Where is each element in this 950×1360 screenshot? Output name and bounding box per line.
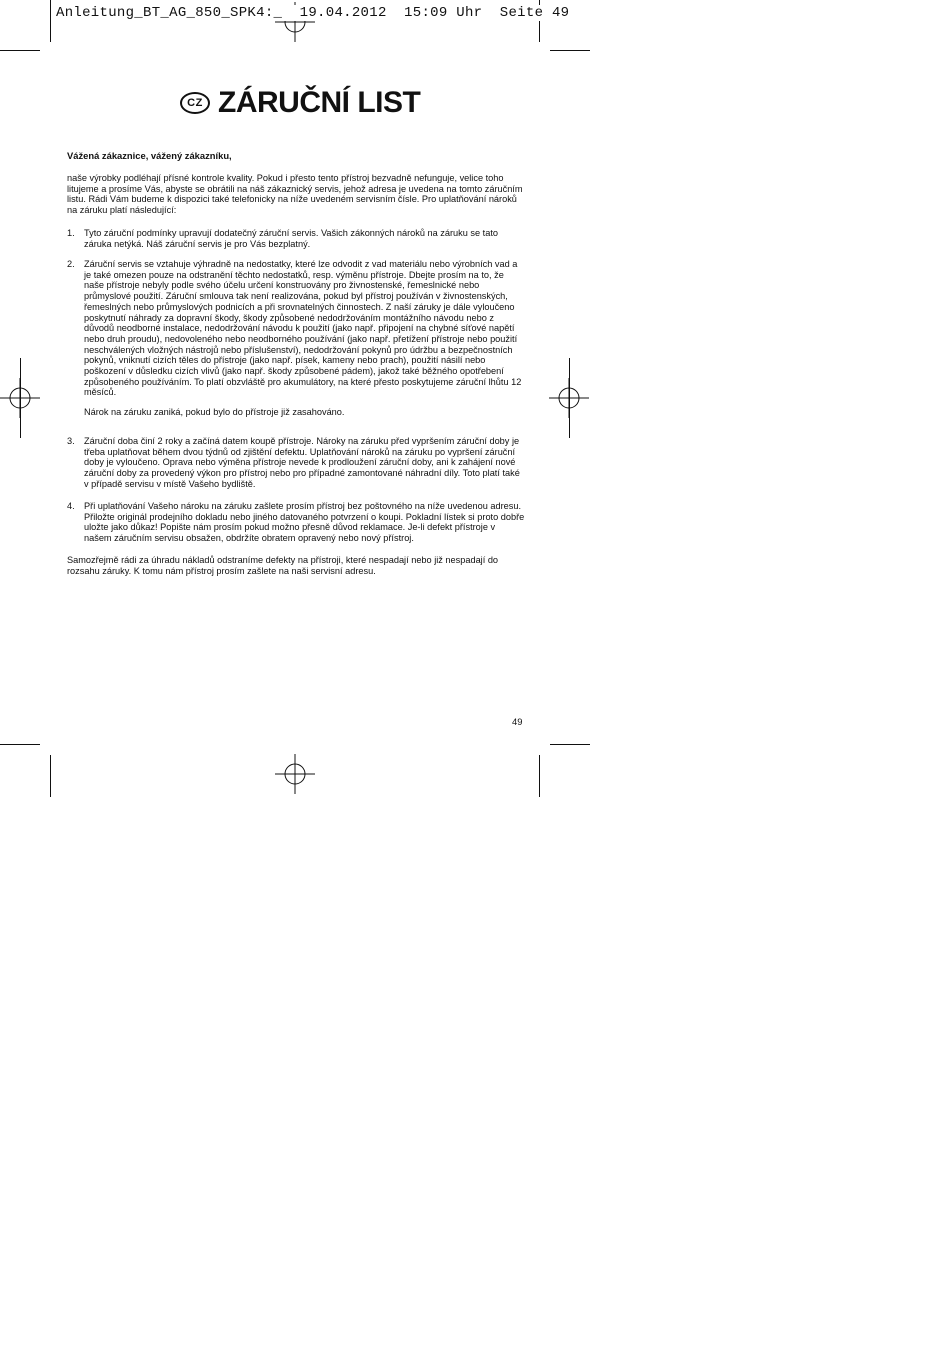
list-item-text <box>84 259 525 418</box>
page-header <box>180 86 420 120</box>
crop-mark <box>539 755 540 797</box>
list-item <box>67 501 525 544</box>
page-title: ZÁRUČNÍ LIST <box>218 86 421 119</box>
list-item-note: Nárok na záruku zaniká, pokud bylo do přístroje již zasahováno. <box>84 407 345 418</box>
print-slug-line: Anleitung_BT_AG_850_SPK4:_ 19.04.2012 15:09 Uhr Seite 49 <box>56 5 570 21</box>
crop-mark <box>550 50 590 51</box>
list-item-number: 2. <box>67 259 75 269</box>
language-badge: CZ <box>180 92 210 114</box>
registration-mark-icon <box>275 754 315 794</box>
list-item <box>67 228 525 249</box>
list-item-text: Tyto záruční podmínky upravují dodatečný záruční servis. Vašich zákonných nároků na záruku se tato záruka netýká. Náš záruční servis je pro Vás bezplatný. <box>84 228 498 249</box>
list-item-paragraph: Záruční servis se vztahuje výhradně na nedostatky, které lze odvodit z vad materiálu nebo výrobních vad a je také omezen pouze na odstranění těchto nedostatků, resp. výměnu přístroje. Dbejte prosím na to, že naše přístroje nebyly podle svého účelu určení konstruovány pro živnostenské, řemeslnické nebo průmyslové použití. Záruční smlouva tak není realizována, pokud byl přístroj používán v živnostenských, řemeslných nebo průmyslových podnicích a při srovnatelných činnostech. Z naší záruky je dále vyloučeno poskytnutí náhrady za dopravní škody, škody způsobené nedodržováním montážního návodu nebo z důvodů neodborné instalace, nedodržování návodu k použití (jako např. připojení na chybné síťové napětí nebo druh proudu), nedovoleného nebo neodborného používání (jako např. přetížení přístroje nebo použití neschválených vložných nástrojů nebo příslušenství), nedodržování pokynů pro údržbu a bezpečnostních pokynů, vniknutí cizích těles do přístroje (jako např. písek, kameny nebo prach), použití násilí nebo poškození v důsledku cizích vlivů (jako např. škody způsobené pádem), jakož také běžného opotřebení způsobeného používáním. To platí obzvláště pro akumulátory, na které přesto poskytujeme záruční lhůtu 12 měsíců. <box>84 259 522 398</box>
intro-paragraph: naše výrobky podléhají přísné kontrole kvality. Pokud i přesto tento přístroj bezvadně nefunguje, velice toho litujeme a prosíme Vás, abyste se obrátili na náš zákaznický servis, jehož adresa je uvedena na tomto záručním listu. Rádi Vám budeme k dispozici také telefonicky na níže uvedeném servisním čísle. Pro uplatňování nároků na záruku platí následující: <box>67 173 523 216</box>
crop-mark <box>550 744 590 745</box>
list-item <box>67 436 525 490</box>
list-item-number: 4. <box>67 501 75 511</box>
crop-mark <box>50 755 51 797</box>
greeting: Vážená zákaznice, vážený zákazníku, <box>67 150 232 161</box>
crop-mark <box>20 358 21 438</box>
crop-mark <box>0 50 40 51</box>
list-item-text: Záruční doba činí 2 roky a začíná datem koupě přístroje. Nároky na záruku před vypršením záruční doby je třeba uplatňovat během dvou týdnů od zjištění defektu. Uplatňování nároků na záruku po vypršení záruční doby je vyloučeno. Oprava nebo výměna přístroje nevede k prodloužení záruční doby, ani k zahájení nové záruční doby za provedený výkon pro přístroj nebo pro případné zamontované náhradní díly. Toto platí také v případě servisu v místě Vašeho bydliště. <box>84 436 520 489</box>
crop-mark <box>50 0 51 42</box>
closing-paragraph: Samozřejmě rádi za úhradu nákladů odstraníme defekty na přístroji, které nespadají nebo již nespadají do rozsahu záruky. K tomu nám přístroj prosím zašlete na naši servisní adresu. <box>67 555 499 576</box>
list-item-text: Při uplatňování Vašeho nároku na záruku zašlete prosím přístroj bez poštovného na níže uvedenou adresu. Přiložte originál prodejního dokladu nebo jiného datovaného potvrzení o koupi. Pokladní lístek si proto dobře uložte jako důkaz! Popište nám prosím pokud možno přesně důvod reklamace. Je-li defekt přístroje v našem záručním servisu obsažen, obdržíte obratem opravený nebo nový přístroj. <box>84 501 525 544</box>
list-item-number: 3. <box>67 436 75 446</box>
page-number: 49 <box>512 716 523 727</box>
list-item <box>67 259 525 418</box>
crop-mark <box>569 358 570 438</box>
crop-mark <box>0 744 40 745</box>
list-item-number: 1. <box>67 228 75 238</box>
